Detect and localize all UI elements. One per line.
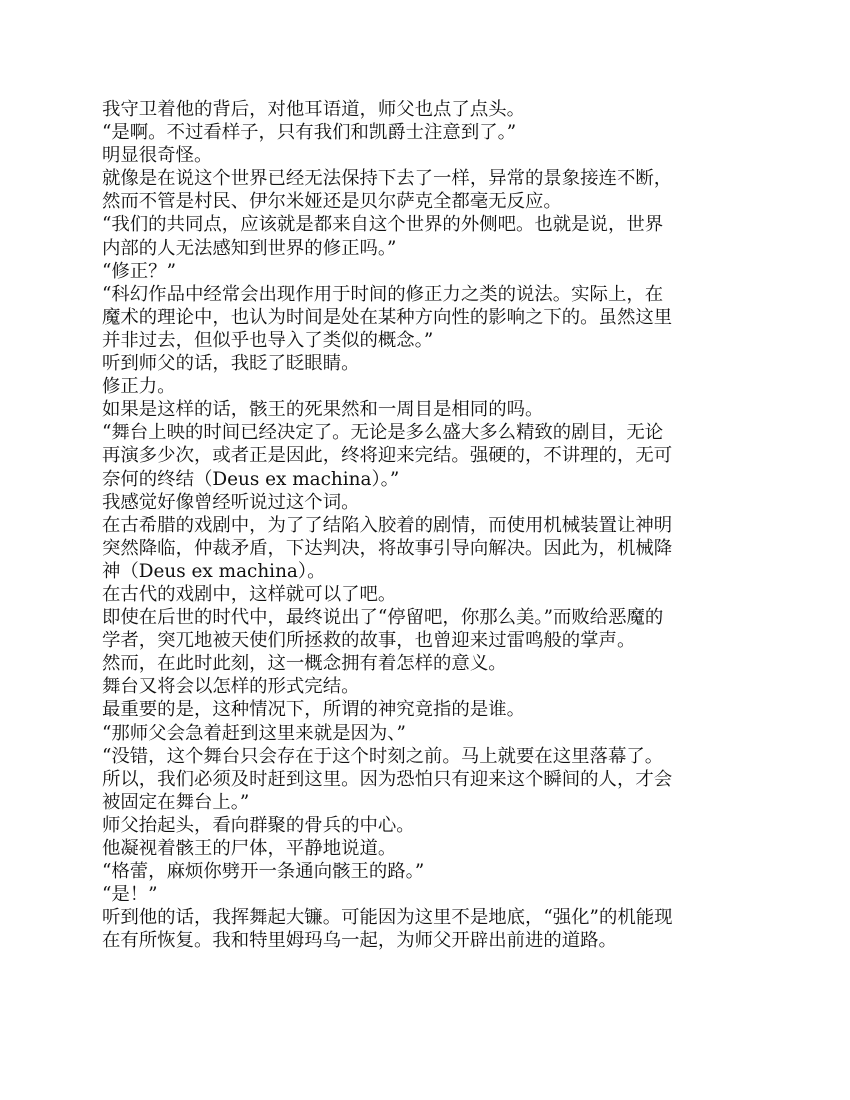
- paragraph: “格蕾，麻烦你劈开一条通向骸王的路。”: [102, 861, 425, 883]
- paragraph: “没错，这个舞台只会存在于这个时刻之前。马上就要在这里落幕了。 所以，我们必须及时赶到这里。因为恐怕只有迎来这个瞬间的人，才会 被固定在舞台上。”: [102, 745, 673, 813]
- paragraph: 修正力。: [102, 376, 176, 398]
- paragraph: “科幻作品中经常会出现作用于时间的修正力之类的说法。实际上，在 魔术的理论中，也认为时间是处在某种方向性的影响之下的。虽然这里 并非过去，但似乎也导入了类似的概念。”: [102, 283, 673, 351]
- paragraph: 即使在后世的时代中，最终说出了“停留吧，你那么美。”而败给恶魔的 学者，突兀地被天使们所拯救的故事，也曾迎来过雷鸣般的掌声。: [102, 607, 664, 652]
- paragraph: 明显很奇怪。: [102, 145, 213, 167]
- paragraph: “我们的共同点，应该就是都来自这个世界的外侧吧。也就是说，世界 内部的人无法感知到世界的修正吗。”: [102, 214, 664, 259]
- paragraph: 如果是这样的话，骸王的死果然和一周目是相同的吗。: [102, 399, 544, 421]
- paragraph: “是！”: [102, 884, 158, 906]
- paragraph: “修正？”: [102, 260, 176, 282]
- paragraph: 师父抬起头，看向群聚的骨兵的中心。: [102, 814, 415, 836]
- paragraph: 听到师父的话，我眨了眨眼睛。: [102, 353, 360, 375]
- paragraph: 然而，在此时此刻，这一概念拥有着怎样的意义。: [102, 653, 507, 675]
- document-page: [102, 98, 752, 952]
- paragraph: 在古希腊的戏剧中，为了了结陷入胶着的剧情，而使用机械装置让神明 突然降临，仲裁矛盾，下达判决，将故事引导向解决。因此为，机械降 神（Deus ex machina）。: [102, 514, 673, 582]
- paragraph: 在古代的戏剧中，这样就可以了吧。: [102, 583, 397, 605]
- paragraph: 舞台又将会以怎样的形式完结。: [102, 676, 360, 698]
- paragraph: 最重要的是，这种情况下，所谓的神究竟指的是谁。: [102, 699, 525, 721]
- paragraph: 他凝视着骸王的尸体，平静地说道。: [102, 838, 397, 859]
- paragraph: 我感觉好像曾经听说过这个词。: [102, 491, 360, 513]
- paragraph: 我守卫着他的背后，对他耳语道，师父也点了点头。: [102, 99, 525, 120]
- paragraph: 就像是在说这个世界已经无法保持下去了一样，异常的景象接连不断， 然而不管是村民、伊尔米娅还是贝尔萨克全都毫无反应。: [102, 168, 673, 213]
- paragraph: “舞台上映的时间已经决定了。无论是多么盛大多么精致的剧目，无论 再演多少次，或者正是因此，终将迎来完结。强硬的，不讲理的，无可 奈何的终结（Deus ex machina）。”: [102, 422, 673, 490]
- paragraph: “是啊。不过看样子，只有我们和凯爵士注意到了。”: [102, 122, 517, 144]
- paragraph: “那师父会急着赶到这里来就是因为、”: [102, 722, 406, 744]
- paragraph: 听到他的话，我挥舞起大镰。可能因为这里不是地底，“强化”的机能现 在有所恢复。我和特里姆玛乌一起，为师父开辟出前进的道路。: [102, 907, 673, 952]
